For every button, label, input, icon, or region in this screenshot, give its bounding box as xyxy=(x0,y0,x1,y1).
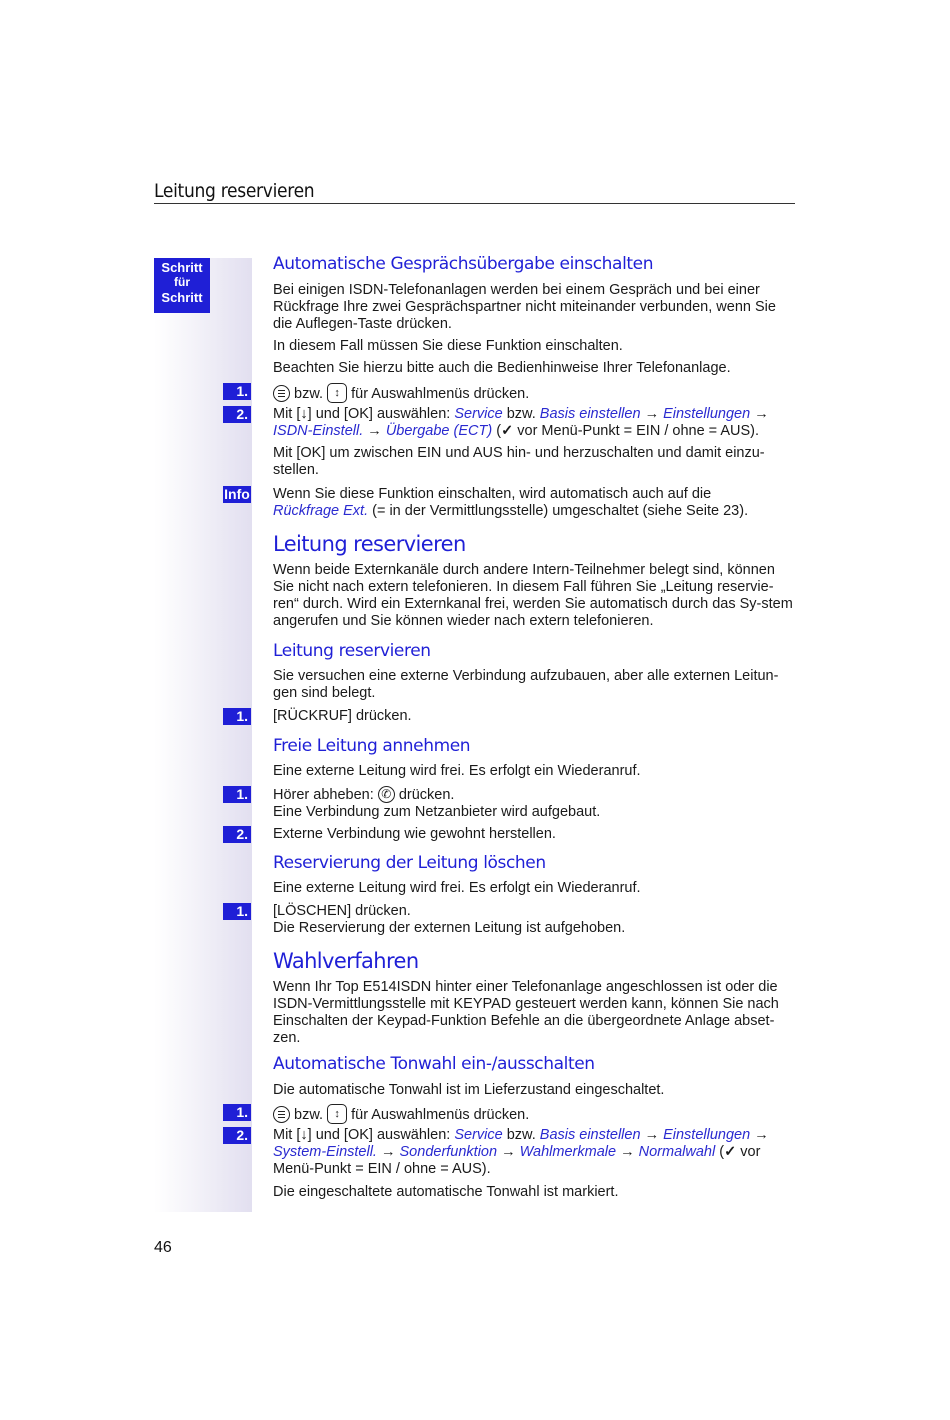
arrow-icon: → xyxy=(380,1144,396,1160)
paragraph: In diesem Fall müssen Sie diese Funktion einschalten. xyxy=(273,338,623,354)
text-fragment: drücken. xyxy=(398,787,455,803)
navigation-key-icon xyxy=(327,383,347,403)
menu-path-item: Rückfrage Ext. xyxy=(273,503,369,519)
arrow-icon: → xyxy=(620,1144,635,1160)
header-divider xyxy=(154,203,795,204)
menu-key-icon xyxy=(273,1106,290,1123)
text-fragment: bzw. xyxy=(506,406,536,422)
text-fragment: vor Menü-Punkt = EIN / ohne = AUS). xyxy=(517,423,760,439)
step-number-1: 1. xyxy=(223,708,251,725)
menu-path-item: Basis einstellen xyxy=(539,1127,641,1143)
text-fragment: Eine Verbindung zum Netzanbieter wird aufgebaut. xyxy=(273,804,601,820)
menu-path-item: Wahlmerkmale xyxy=(519,1144,617,1160)
step-number-2: 2. xyxy=(223,1127,251,1144)
step-number-1: 1. xyxy=(223,786,251,803)
section-title-reserve: Leitung reservieren xyxy=(273,532,466,556)
step-text xyxy=(273,903,798,937)
step-by-step-label xyxy=(154,258,210,313)
arrow-icon: → xyxy=(367,423,382,439)
arrow-icon: → xyxy=(754,1127,769,1143)
step-text xyxy=(273,406,798,440)
down-arrow-icon: ↓ xyxy=(300,406,308,422)
text-fragment: Mit [ xyxy=(273,406,301,422)
step-text: Externe Verbindung wie gewohnt herstellen. xyxy=(273,826,556,842)
step-number-2: 2. xyxy=(223,826,251,843)
step-text xyxy=(273,1104,798,1124)
arrow-icon: → xyxy=(644,1127,660,1143)
text-fragment: Wenn Sie diese Funktion einschalten, wird automatisch auch auf die xyxy=(273,486,712,502)
subsection-title: Leitung reservieren xyxy=(273,641,431,661)
menu-path-item: ISDN-Einstell. xyxy=(273,423,364,439)
text-fragment: Die Reservierung der externen Leitung ist aufgehoben. xyxy=(273,920,626,936)
text-fragment: Mit [ xyxy=(273,1127,301,1143)
text-fragment: für Auswahlmenüs drücken. xyxy=(351,386,530,402)
section-title-dialing: Wahlverfahren xyxy=(273,949,419,973)
text-fragment: Hörer abheben: xyxy=(273,787,374,803)
paragraph: Eine externe Leitung wird frei. Es erfolgt ein Wiederanruf. xyxy=(273,763,641,779)
subsection-title: Reservierung der Leitung löschen xyxy=(273,853,546,873)
arrow-icon: → xyxy=(501,1144,516,1160)
info-text xyxy=(273,486,798,520)
paragraph: Beachten Sie hierzu bitte auch die Bedienhinweise Ihrer Telefonanlage. xyxy=(273,360,731,376)
menu-path-item: Einstellungen xyxy=(663,406,751,422)
paragraph: Die automatische Tonwahl ist im Lieferzustand eingeschaltet. xyxy=(273,1082,665,1098)
page-number: 46 xyxy=(154,1239,172,1256)
subsection-title: Freie Leitung annehmen xyxy=(273,736,471,756)
step-text xyxy=(273,1127,798,1178)
paragraph: Wenn Ihr Top E514ISDN hinter einer Telefonanlage angeschlossen ist oder die ISDN-Vermittlungsstelle mit KEYPAD gesteuert werden kann, können Sie nach Einschalten der Keypad-Funktion Befehle an die übergeordnete Anlage abset-zen. xyxy=(273,979,779,1046)
menu-path-item: Service xyxy=(454,1127,503,1143)
menu-path-item: Basis einstellen xyxy=(539,406,641,422)
menu-path-item: Sonderfunktion xyxy=(399,1144,498,1160)
paragraph: Mit [OK] um zwischen EIN und AUS hin- und herzuschalten und damit einzu-stellen. xyxy=(273,445,765,478)
step-number-1: 1. xyxy=(223,903,251,920)
info-badge: Info xyxy=(224,486,250,502)
step-label-line-2: für xyxy=(174,275,190,289)
page-header-title: Leitung reservieren xyxy=(154,180,315,202)
text-fragment: ] und [OK] auswählen: xyxy=(307,406,451,422)
paragraph: Eine externe Leitung wird frei. Es erfolgt ein Wiederanruf. xyxy=(273,880,641,896)
subsection-title: Automatische Tonwahl ein-/ausschalten xyxy=(273,1054,595,1074)
step-number-1: 1. xyxy=(223,383,251,400)
paragraph: Die eingeschaltete automatische Tonwahl ist markiert. xyxy=(273,1184,619,1200)
text-fragment: ( xyxy=(719,1144,725,1160)
step-label-line-1: Schritt xyxy=(161,260,203,275)
checkmark-icon: ✓ xyxy=(724,1144,737,1160)
paragraph: Sie versuchen eine externe Verbindung aufzubauen, aber alle externen Leitun-gen sind belegt. xyxy=(273,668,779,701)
arrow-icon: → xyxy=(644,406,660,422)
text-fragment: vor xyxy=(740,1144,761,1160)
paragraph: Bei einigen ISDN-Telefonanlagen werden bei einem Gespräch und bei einer Rückfrage Ihre zwei Gesprächspartner nicht miteinander verbunden, wenn Sie die Auflegen-Taste drücken. xyxy=(273,282,776,332)
text-fragment: bzw. xyxy=(294,386,324,402)
menu-path-item: Service xyxy=(454,406,503,422)
step-label-line-3: Schritt xyxy=(161,290,203,305)
text-fragment: für Auswahlmenüs drücken. xyxy=(351,1107,530,1123)
text-fragment: ] und [OK] auswählen: xyxy=(307,1127,451,1143)
down-arrow-icon: ↓ xyxy=(300,1127,308,1143)
checkmark-icon: ✓ xyxy=(501,423,514,439)
text-fragment: bzw. xyxy=(506,1127,536,1143)
paragraph: Wenn beide Externkanäle durch andere Intern-Teilnehmer belegt sind, können Sie nicht nach extern telefonieren. In diesem Fall führen Sie „Leitung reservie-ren“ durch. Wird ein Externkanal frei, werden Sie automatisch durch das Sy-stem angerufen und Sie können wieder nach extern telefonieren. xyxy=(273,562,793,629)
section-title-ect: Automatische Gesprächsübergabe einschalten xyxy=(273,254,654,274)
text-fragment: ( xyxy=(496,423,502,439)
menu-path-item: Übergabe (ECT) xyxy=(385,423,493,439)
navigation-key-icon xyxy=(327,1104,347,1124)
step-number-2: 2. xyxy=(223,406,251,423)
arrow-icon: → xyxy=(754,406,769,422)
text-fragment: (= in der Vermittlungsstelle) umgeschaltet (siehe Seite 23). xyxy=(372,503,749,519)
menu-path-item: Normalwahl xyxy=(638,1144,716,1160)
handset-key-icon xyxy=(378,786,395,803)
text-fragment: bzw. xyxy=(294,1107,324,1123)
step-number-1: 1. xyxy=(223,1104,251,1121)
step-sidebar xyxy=(154,258,252,1212)
menu-path-item: Einstellungen xyxy=(663,1127,751,1143)
menu-key-icon xyxy=(273,385,290,402)
step-text xyxy=(273,383,798,403)
menu-path-item: System-Einstell. xyxy=(273,1144,377,1160)
step-text: [RÜCKRUF] drücken. xyxy=(273,708,412,724)
text-fragment: [LÖSCHEN] drücken. xyxy=(273,903,411,919)
text-fragment: Menü-Punkt = EIN / ohne = AUS). xyxy=(273,1161,491,1177)
step-text xyxy=(273,786,798,821)
